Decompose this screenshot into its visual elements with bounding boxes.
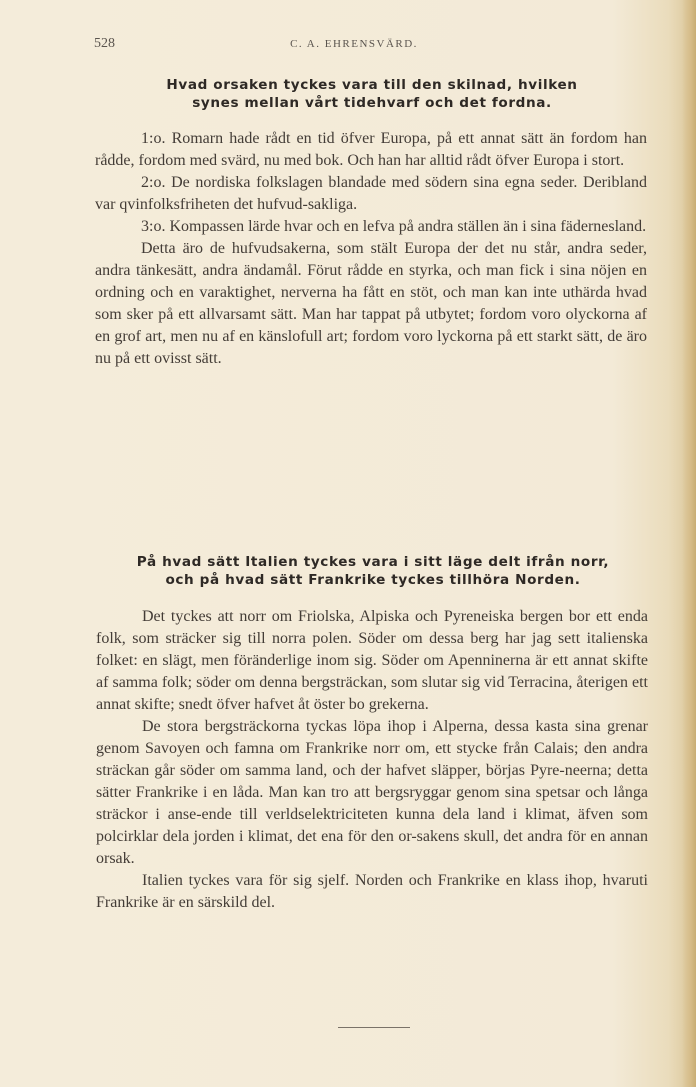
heading-line: synes mellan vårt tidehvarf och det fordna. bbox=[192, 95, 552, 111]
section-heading-1 bbox=[96, 76, 648, 112]
paragraph: Det tyckes att norr om Friolska, Alpiska och Pyreneiska bergen bor ett enda folk, som sträcker sig till norra polen. Söder om dessa berg har jag sett italienska folket: en slägt, men föränderlige inom sig. Söder om Apenninerna är ett annat skifte af samma folk; söder om denna bergsträckan, som slutar sig vid Terracina, återigen ett annat skifte; snedt öfver hafvet åt öster bo grekerna. bbox=[96, 608, 648, 713]
heading-line: På hvad sätt Italien tyckes vara i sitt läge delt ifrån norr, bbox=[136, 554, 610, 570]
paragraph: Detta äro de hufvudsakerna, som stält Europa der det nu står, andra seder, andra tänkesätt, andra ändamål. Förut rådde en styrka, och man fick i sina nöjen en ordning och en varaktighet, nerverna ha fått en stöt, och man kan inte uthärda hvad som sker på ett allvarsamt sätt. Man har tappat på utbytet; fordom voro olyckorna af en grof art, men nu af en känslofull art; fordom voro lyckorna på ett starkt sätt, de äro nu på ett ovisst sätt. bbox=[95, 240, 647, 367]
section-body-2 bbox=[96, 606, 648, 914]
page-edge bbox=[682, 0, 696, 1087]
paragraph: 3:o. Kompassen lärde hvar och en lefva på andra ställen än i sina fädernesland. bbox=[141, 218, 647, 235]
heading-line: och på hvad sätt Frankrike tyckes tillhöra Norden. bbox=[165, 572, 581, 588]
paragraph: 1:o. Romarn hade rådt en tid öfver Europa, på ett annat sätt än fordom han rådde, fordom med svärd, nu med bok. Och han har alltid rådt öfver Europa i stort. bbox=[95, 130, 647, 169]
section-heading-2 bbox=[90, 553, 656, 589]
page-header bbox=[94, 36, 614, 54]
page-number: 528 bbox=[94, 36, 115, 51]
paragraph: Italien tyckes vara för sig sjelf. Norden och Frankrike en klass ihop, hvaruti Frankrike är en särskild del. bbox=[96, 872, 648, 911]
section-body-1 bbox=[95, 128, 647, 370]
running-head: C. A. EHRENSVÄRD. bbox=[290, 38, 418, 50]
end-rule bbox=[338, 1027, 410, 1028]
heading-line: Hvad orsaken tyckes vara till den skilnad, hvilken bbox=[166, 77, 578, 93]
paragraph: 2:o. De nordiska folkslagen blandade med södern sina egna seder. Deribland var qvinfolksfriheten det hufvud-sakliga. bbox=[95, 174, 647, 213]
paragraph: De stora bergsträckorna tyckas löpa ihop i Alperna, dessa kasta sina grenar genom Savoyen och famna om Frankrike norr om, ett stycke från Calais; den andra sträckan går söder om samma land, och der hafvet släpper, börjas Pyre-neerna; detta sätter Frankrike i en låda. Man kan tro att bergsryggar genom sina spetsar och långa sträckor i anse-ende till verldselektriciteten kunna dela land i klimat, äfven som polcirklar dela jorden i klimat, det ena för den or-sakens skull, det andra för en annan orsak. bbox=[96, 718, 648, 867]
